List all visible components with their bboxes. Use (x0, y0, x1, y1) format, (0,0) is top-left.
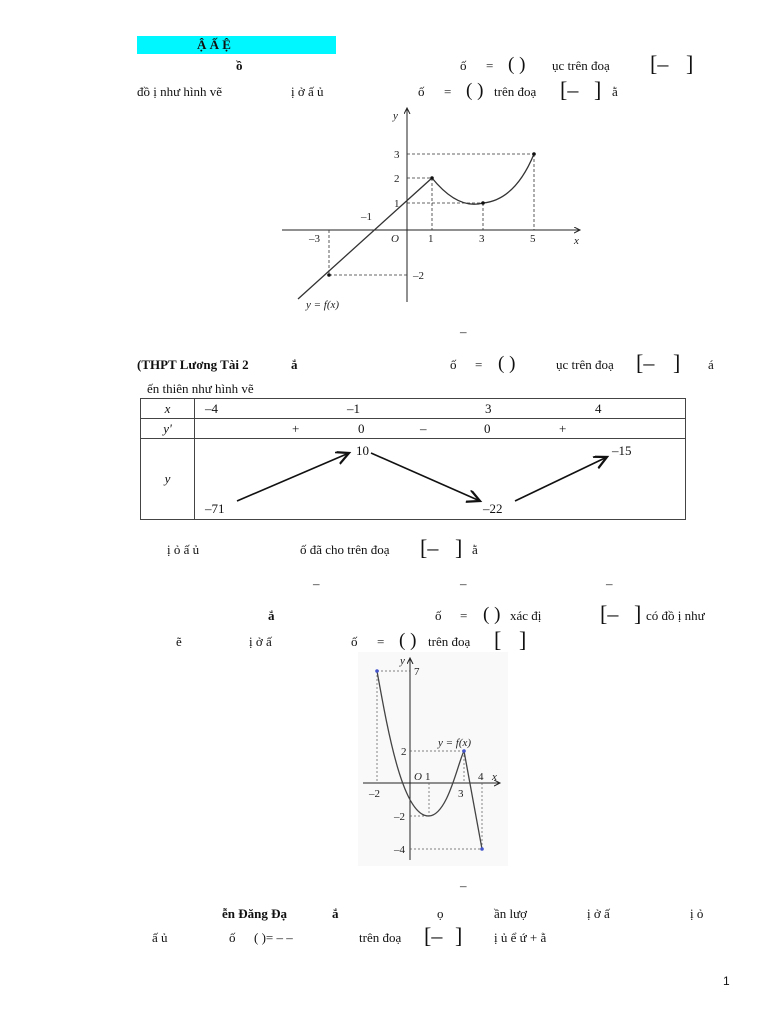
q1-line2-b: ị ở ấ ủ (291, 84, 324, 99)
q1-paren: ( ) (508, 54, 526, 75)
q3-text-d: có đồ ị như (646, 608, 705, 623)
point2-b (462, 749, 466, 753)
graph-1-y-label: y (393, 110, 398, 122)
q4-line2-bracket-right: ] (455, 923, 463, 948)
q3-line2-a: ẽ (176, 634, 182, 649)
q2-eq: = (475, 357, 483, 372)
q3-bracket-left: [– (600, 601, 619, 626)
q1-line2-bracket-left: [– (560, 77, 579, 102)
q4-text-d: ần lượ (494, 906, 528, 921)
tick2-y-3: –4 (394, 844, 405, 856)
table-row-yprime (141, 419, 686, 439)
q1-text-b: ố (460, 58, 467, 73)
q2-text-d: á (708, 357, 714, 372)
q1-bracket-left: [– (650, 51, 669, 76)
q1-answer-dash: – (460, 324, 467, 339)
q2-after-c: ằ (472, 542, 478, 557)
tick2-y-1: 2 (401, 746, 407, 758)
tick-x-2: 1 (428, 233, 434, 245)
tick-x-0: –3 (309, 233, 320, 245)
tick2-x-1: 1 (425, 771, 431, 783)
y-value-start: –71 (205, 501, 225, 516)
q2-after-bracket-right: ] (455, 535, 463, 560)
q3-eq: = (460, 608, 468, 623)
point-a (430, 176, 434, 180)
tick-x-4: 5 (530, 233, 536, 245)
graph-2-y-label: y (400, 655, 405, 667)
x-value-2: 3 (485, 401, 492, 416)
q2-paren: ( ) (498, 353, 516, 374)
sign-4: + (559, 421, 567, 436)
q2-option-2: – (460, 576, 467, 591)
q3-answer-dash: – (460, 878, 467, 893)
tick2-x-0: –2 (369, 788, 380, 800)
y-value-trough: –22 (483, 501, 503, 516)
tick2-y-0: 7 (414, 666, 420, 678)
q2-after-a: ị ỏ ấ ủ (167, 542, 200, 557)
q1-line2-a: đồ ị như hình vẽ (137, 84, 223, 99)
y-value-end: –15 (612, 443, 632, 458)
point2-a (375, 669, 379, 673)
variation-table (140, 398, 686, 520)
q3-line2-b: ị ở ấ (249, 634, 272, 649)
tick-y-0: 3 (394, 149, 400, 161)
sign-1: 0 (358, 421, 365, 436)
tick-y-1: 2 (394, 173, 400, 185)
sign-3: 0 (484, 421, 491, 436)
table-y-values (195, 439, 686, 520)
q2-after-b: ố đã cho trên đoạ (300, 542, 390, 557)
q4-line2-p: ( )= – – (254, 930, 293, 945)
x-value-3: 4 (595, 401, 602, 416)
q1-line2-c: ố (418, 84, 425, 99)
q3-line2-eq: = (377, 634, 385, 649)
q4-line2-a: ấ ủ (152, 930, 168, 945)
q3-line2-d: trên đoạ (428, 634, 471, 649)
x-value-1: –1 (347, 401, 360, 416)
graph-2-curve-label: y = f(x) (438, 737, 472, 749)
table-row-y (141, 439, 686, 520)
q4-line2-bracket-left: [– (424, 923, 443, 948)
tick-y-3: –2 (413, 270, 424, 282)
graph-1-curve-label: y = f(x) (306, 299, 340, 311)
q4-text-f: ị ỏ (690, 906, 704, 921)
q3-line2-bracket-left: [ (494, 627, 502, 652)
q1-line2-e: ằ (612, 84, 618, 99)
tick2-y-2: –2 (394, 811, 405, 823)
point2-c (480, 847, 484, 851)
graph-1 (280, 104, 590, 320)
graph-1-x-label: x (574, 235, 579, 247)
tick-y-2: 1 (394, 198, 400, 210)
q2-bracket-left: [– (636, 350, 655, 375)
graph-2 (358, 652, 508, 866)
arrow-up-1 (237, 453, 349, 501)
tick2-x-3: 4 (478, 771, 484, 783)
graph-2-origin: O (414, 771, 422, 783)
q3-line2-bracket-right: ] (519, 627, 527, 652)
y-value-peak: 10 (356, 443, 369, 458)
page-number: 1 (723, 974, 730, 988)
point-d (327, 273, 331, 277)
table-label-yprime: y' (141, 419, 195, 439)
q2-option-3: – (606, 576, 613, 591)
q4-text-e: ị ở ấ (587, 906, 610, 921)
q2-after-bracket-left: [– (420, 535, 439, 560)
table-x-values (195, 399, 686, 419)
q4-text-b: ắ (332, 906, 339, 921)
table-label-y: y (141, 439, 195, 520)
q1-line2-bracket-right: ] (594, 77, 602, 102)
q2-bracket-right: ] (673, 350, 681, 375)
q3-text-a: ắ (268, 608, 275, 623)
table-signs (195, 419, 686, 439)
q2-text-c: ục trên đoạ (556, 357, 614, 372)
graph-1-origin: O (391, 233, 399, 245)
q3-paren: ( ) (483, 604, 501, 625)
q3-line2-paren: ( ) (399, 630, 417, 651)
x-value-0: –4 (205, 401, 218, 416)
q1-line2-d: trên đoạ (494, 84, 537, 99)
q1-line2-eq: = (444, 84, 452, 99)
point-c (532, 152, 536, 156)
tick-x-3: 3 (479, 233, 485, 245)
q3-text-b: ố (435, 608, 442, 623)
q4-text-c: ọ (437, 906, 444, 921)
sign-2: – (420, 421, 427, 436)
section-title: Ậ Ấ Ệ (137, 36, 336, 54)
q1-text-a: ồ (236, 58, 243, 73)
table-label-x: x (141, 399, 195, 419)
arrow-up-2 (515, 457, 607, 501)
graph-2-x-label: x (492, 771, 497, 783)
table-row-x (141, 399, 686, 419)
point-b (481, 201, 485, 205)
q4-text-a: ễn Đăng Đạ (222, 906, 288, 921)
q2-text-a: ắ (291, 357, 298, 372)
q2-option-1: – (313, 576, 320, 591)
q3-bracket-right: ] (634, 601, 642, 626)
q4-line2-d: ị ủ ể ứ + ằ (494, 930, 547, 945)
tick2-x-2: 3 (458, 788, 464, 800)
q1-line2-paren: ( ) (466, 80, 484, 101)
tick-x-1: –1 (361, 211, 372, 223)
q3-text-c: xác đị (510, 608, 542, 623)
arrow-down (371, 453, 480, 501)
table-arrows (195, 439, 685, 520)
q2-text-b: ố (450, 357, 457, 372)
q1-text-c: ục trên đoạ (552, 58, 610, 73)
q4-line2-b: ố (229, 930, 236, 945)
q1-bracket-right: ] (686, 51, 694, 76)
q4-line2-c: trên đoạ (359, 930, 402, 945)
q3-line2-c: ố (351, 634, 358, 649)
q2-lead: (THPT Lương Tài 2 (137, 357, 249, 372)
sign-0: + (292, 421, 300, 436)
graph-2-bg (358, 652, 508, 866)
q2-line2: ến thiên như hình vẽ (147, 381, 254, 396)
q1-eq: = (486, 58, 494, 73)
